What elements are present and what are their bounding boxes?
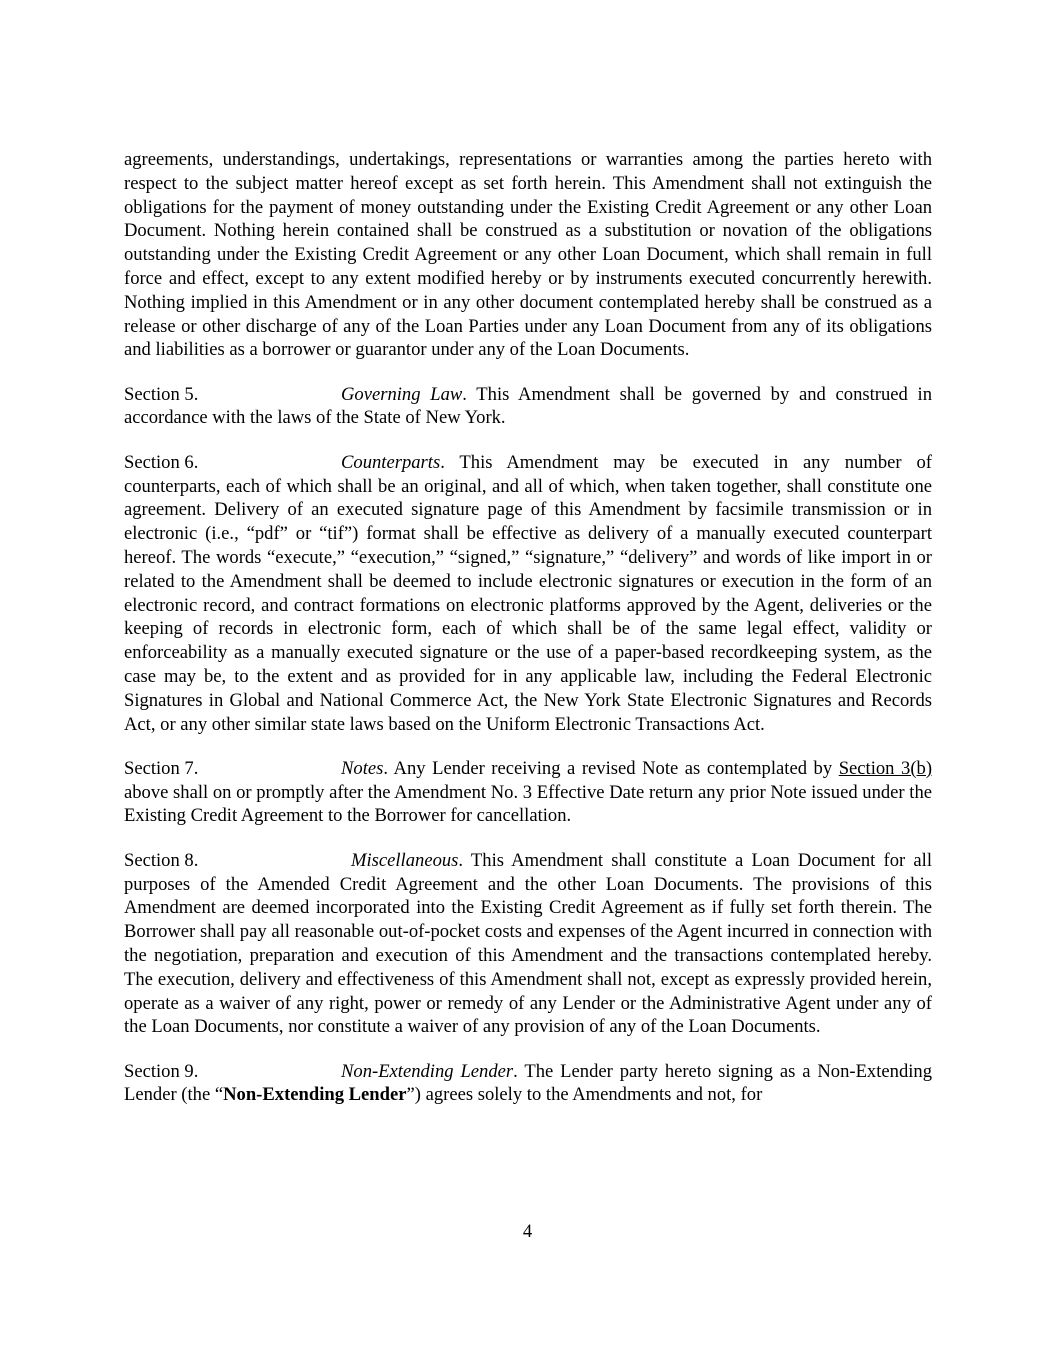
section-7-title: Notes — [341, 757, 384, 779]
section-6-paragraph — [124, 451, 932, 737]
section-6-number: Section 6. — [124, 451, 199, 473]
section-3b-reference: Section 3(b) — [838, 757, 933, 779]
document-page — [124, 148, 932, 1128]
section-9-body-before: . The Lender party hereto signing as a Non-Extending Lender (the “ — [124, 1060, 932, 1106]
section-9-paragraph — [124, 1060, 932, 1108]
section-8-body: . This Amendment shall constitute a Loan Document for all purposes of the Amended Credit Agreement and the other Loan Documents. The provisions of this Amendment are deemed incorporated into the Existing Credit Agreement as if fully set forth therein. The Borrower shall pay all reasonable out-of-pocket costs and expenses of the Agent incurred in connection with the negotiation, preparation and execution of this Amendment and the transactions contemplated hereby. The execution, delivery and effectiveness of this Amendment shall not, except as expressly provided herein, operate as a waiver of any right, power or remedy of any Lender or the Administrative Agent under any of the Loan Documents, nor constitute a waiver of any provision of any of the Loan Documents. — [124, 849, 932, 1038]
section-7-paragraph — [124, 757, 932, 828]
continuation-paragraph — [124, 148, 932, 362]
section-5-body: . This Amendment shall be governed by and construed in accordance with the laws of the State of New York. — [124, 383, 932, 429]
page-number: 4 — [522, 1221, 533, 1242]
section-5-paragraph — [124, 383, 932, 431]
continuation-text: agreements, understandings, undertakings, representations or warranties among the parties hereto with respect to the subject matter hereof except as set forth herein. This Amendment shall not extinguish the obligations for the payment of money outstanding under the Existing Credit Agreement or any other Loan Document. Nothing herein contained shall be construed as a substitution or novation of the obligations outstanding under the Existing Credit Agreement or any other Loan Document, which shall remain in full force and effect, except to any extent modified hereby or by instruments executed concurrently herewith. Nothing implied in this Amendment or in any other document contemplated hereby shall be construed as a release or other discharge of any of the Loan Parties under any Loan Document from any of its obligations and liabilities as a borrower or guarantor under any of the Loan Documents. — [124, 149, 932, 361]
section-9-title: Non-Extending Lender — [341, 1060, 514, 1082]
section-8-number: Section 8. — [124, 849, 199, 871]
section-9-number: Section 9. — [124, 1060, 199, 1082]
section-8-title: Miscellaneous — [351, 849, 459, 871]
section-9-body-after: ”) agrees solely to the Amendments and not, for — [406, 1084, 763, 1106]
section-7-body-before: . Any Lender receiving a revised Note as contemplated by — [383, 757, 839, 779]
section-7-body-after: above shall on or promptly after the Amendment No. 3 Effective Date return any prior Note issued under the Existing Credit Agreement to the Borrower for cancellation. — [124, 781, 932, 827]
section-8-paragraph — [124, 849, 932, 1039]
section-6-title: Counterparts — [341, 451, 441, 473]
section-5-title: Governing Law — [341, 383, 463, 405]
non-extending-lender-term: Non-Extending Lender — [223, 1084, 407, 1106]
section-5-number: Section 5. — [124, 383, 199, 405]
section-7-number: Section 7. — [124, 757, 199, 779]
section-6-body: . This Amendment may be executed in any number of counterparts, each of which shall be an original, and all of which, when taken together, shall constitute one agreement. Delivery of an executed signature page of this Amendment by facsimile transmission or in electronic (i.e., “pdf” or “tif”) format shall be effective as delivery of a manually executed counterpart hereof. The words “execute,” “execution,” “signed,” “signature,” “delivery” and words of like import in or related to the Amendment shall be deemed to include electronic signatures or execution in the form of an electronic record, and contract formations on electronic platforms approved by the Agent, deliveries or the keeping of records in electronic form, each of which shall be of the same legal effect, validity or enforceability as a manually executed signature or the use of a paper-based recordkeeping system, as the case may be, to the extent and as provided for in any applicable law, including the Federal Electronic Signatures in Global and National Commerce Act, the New York State Electronic Signatures and Records Act, or any other similar state laws based on the Uniform Electronic Transactions Act. — [124, 451, 932, 735]
